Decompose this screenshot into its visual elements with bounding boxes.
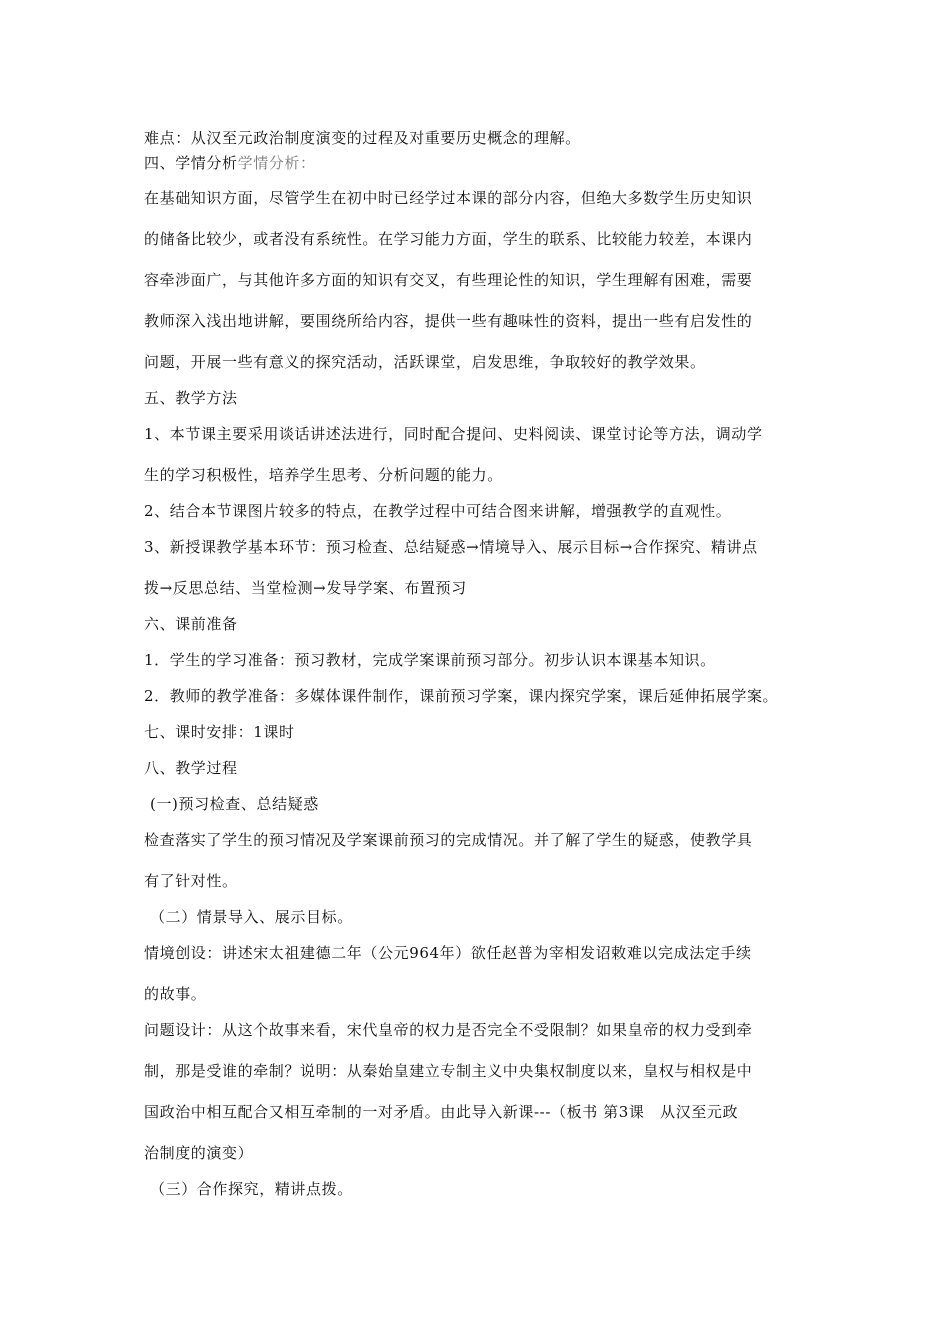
paragraph-line: 容牵涉面广，与其他许多方面的知识有交叉，有些理论性的知识，学生理解有困难，需要: [144, 271, 753, 289]
subsection-heading: （二）情景导入、展示目标。: [150, 908, 353, 926]
paragraph-line: 检查落实了学生的预习情况及学案课前预习的完成情况。并了解了学生的疑惑，使教学具: [144, 831, 753, 849]
paragraph-line: 拨→反思总结、当堂检测→发导学案、布置预习: [144, 579, 467, 597]
paragraph-line: 1、本节课主要采用谈话讲述法进行，同时配合提问、史料阅读、课堂讨论等方法，调动学: [144, 425, 763, 443]
paragraph-line: 有了针对性。: [144, 872, 238, 890]
paragraph-line: 的故事。: [144, 985, 207, 1003]
paragraph-line: 问题设计：从这个故事来看，宋代皇帝的权力是否完全不受限制？如果皇帝的权力受到牵: [144, 1021, 753, 1039]
section-7-heading: 七、课时安排：1课时: [144, 723, 295, 741]
section-8-heading: 八、教学过程: [144, 759, 238, 777]
paragraph-line: 问题，开展一些有意义的探究活动，活跃课堂，启发思维，争取较好的教学效果。: [144, 353, 706, 371]
paragraph-line: 2．教师的教学准备：多媒体课件制作，课前预习学案，课内探究学案，课后延伸拓展学案。: [144, 687, 779, 705]
paragraph-line: 生的学习积极性，培养学生思考、分析问题的能力。: [144, 466, 503, 484]
paragraph-line: 情境创设：讲述宋太祖建德二年（公元964年）欲任赵普为宰相发诏敕难以完成法定手续: [144, 944, 752, 962]
paragraph-line: 国政治中相互配合又相互牵制的一对矛盾。由此导入新课---（板书 第3课 从汉至元政: [144, 1103, 739, 1121]
section-4-heading: [144, 153, 316, 173]
section-6-heading: 六、课前准备: [144, 615, 238, 633]
section-5-heading: 五、教学方法: [144, 389, 238, 407]
paragraph-line: 2、结合本节课图片较多的特点，在教学过程中可结合图来讲解，增强教学的直观性。: [144, 502, 732, 520]
paragraph-line: 3、新授课教学基本环节：预习检查、总结疑惑→情境导入、展示目标→合作探究、精讲点: [144, 538, 758, 556]
section-4-title: 四、学情分析: [144, 154, 238, 172]
paragraph-line: 制，那是受谁的牵制？说明：从秦始皇建立专制主义中央集权制度以来，皇权与相权是中: [144, 1062, 753, 1080]
paragraph-line: 在基础知识方面，尽管学生在初中时已经学过本课的部分内容，但绝大多数学生历史知识: [144, 189, 753, 207]
subsection-heading: (一)预习检查、总结疑惑: [150, 795, 319, 813]
paragraph-line: 1．学生的学习准备：预习教材，完成学案课前预习部分。初步认识本课基本知识。: [144, 651, 716, 669]
paragraph-line: 治制度的演变）: [144, 1144, 254, 1162]
paragraph-line: 的储备比较少，或者没有系统性。在学习能力方面，学生的联系、比较能力较差，本课内: [144, 230, 753, 248]
section-4-note: 学情分析：: [237, 154, 316, 172]
paragraph-line: 教师深入浅出地讲解，要围绕所给内容，提供一些有趣味性的资料，提出一些有启发性的: [144, 312, 753, 330]
subsection-heading: （三）合作探究，精讲点拨。: [150, 1180, 353, 1198]
difficulty-line: 难点：从汉至元政治制度演变的过程及对重要历史概念的理解。: [144, 129, 581, 147]
